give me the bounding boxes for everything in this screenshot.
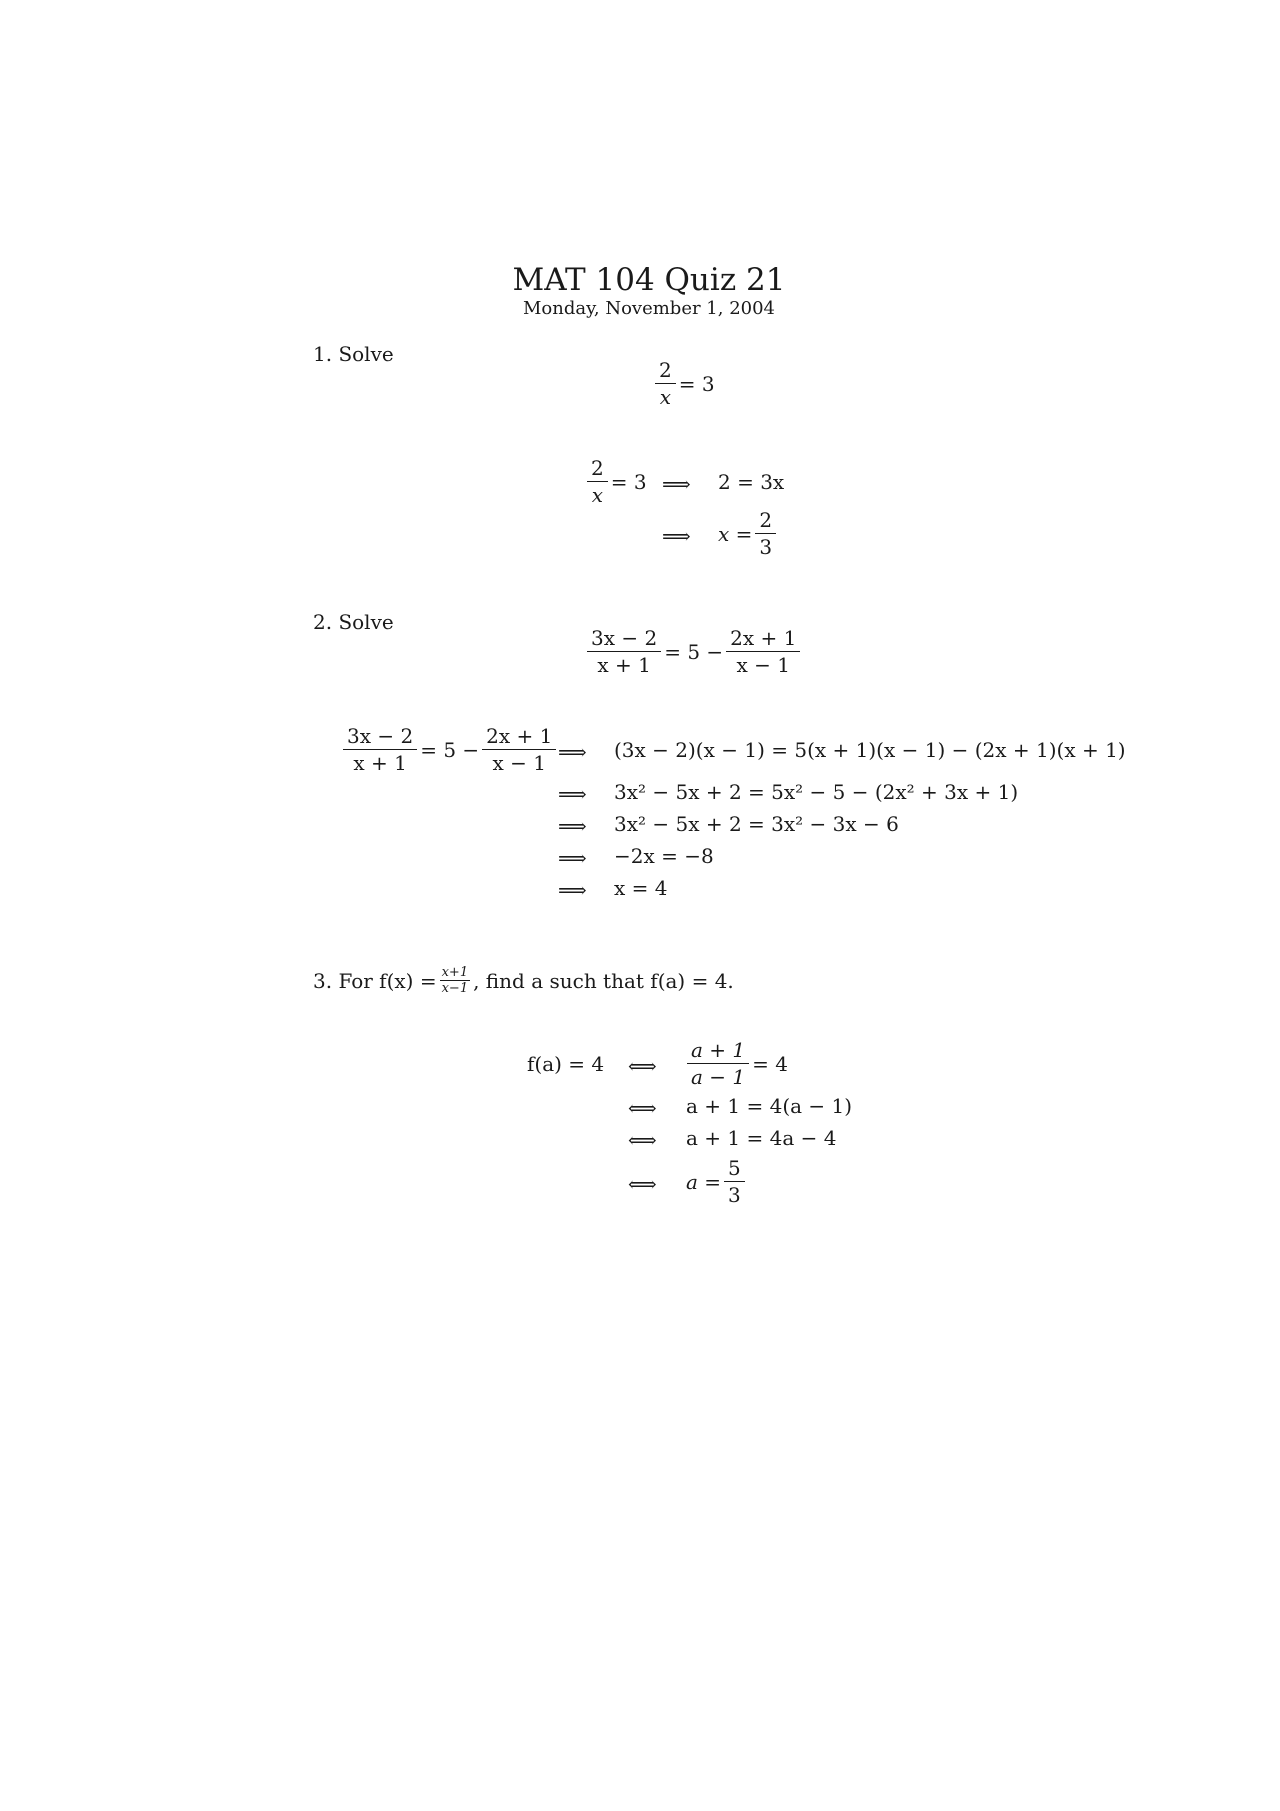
- page-title: MAT 104 Quiz 21: [512, 262, 786, 298]
- implies-arrow: ⟹: [558, 814, 587, 838]
- q2-line-3: 3x² − 5x + 2 = 3x² − 3x − 6: [614, 812, 899, 836]
- question-3-label: 3. For f(x) = $\frac{x+1}{x-1}$ , find a such that f(a) = 4.: [313, 965, 734, 996]
- implies-arrow: ⟹: [558, 846, 587, 870]
- q2-line-2: 3x² − 5x + 2 = 5x² − 5 − (2x² + 3x + 1): [614, 780, 1019, 804]
- implies-arrow: ⟹: [558, 782, 587, 806]
- iff-arrow: ⟺: [628, 1054, 657, 1078]
- q1-problem-equation: $\frac{2}{x}$ = 3: [652, 360, 715, 407]
- q3-line-4: a = $\frac{5}{3}$: [686, 1158, 748, 1205]
- quiz-date: Monday, November 1, 2004: [522, 298, 776, 319]
- q3-line-3: a + 1 = 4a − 4: [686, 1126, 837, 1150]
- implies-arrow: ⟹: [558, 740, 587, 764]
- question-1-label: 1. Solve: [313, 342, 394, 366]
- implies-arrow: ⟹: [662, 472, 691, 496]
- iff-arrow: ⟺: [628, 1096, 657, 1120]
- q1-step-1-rhs: 2 = 3x: [718, 470, 785, 494]
- q1-problem-fraction: $\frac{2}{x}$: [655, 360, 676, 407]
- q2-line-4: −2x = −8: [614, 844, 714, 868]
- q2-line-5: x = 4: [614, 876, 668, 900]
- q3-line-1: $\frac{a + 1}{a - 1}$ = 4: [684, 1040, 788, 1087]
- implies-arrow: ⟹: [558, 878, 587, 902]
- implies-arrow: ⟹: [662, 524, 691, 548]
- q2-solution-lhs: $\frac{3x - 2}{x + 1}$ = 5 − $\frac{2x + 1}{x - 1}$: [340, 726, 559, 773]
- q1-step-1: $\frac{2}{x}$ = 3: [584, 458, 647, 505]
- q1-step-2: x = $\frac{2}{3}$: [718, 510, 779, 557]
- q3-lhs: f(a) = 4: [527, 1052, 605, 1076]
- iff-arrow: ⟺: [628, 1128, 657, 1152]
- q3-line-2: a + 1 = 4(a − 1): [686, 1094, 853, 1118]
- q2-line-1: (3x − 2)(x − 1) = 5(x + 1)(x − 1) − (2x + 1)(x + 1): [614, 738, 1126, 762]
- iff-arrow: ⟺: [628, 1172, 657, 1196]
- q2-problem-equation: $\frac{3x - 2}{x + 1}$ = 5 − $\frac{2x + 1}{x - 1}$: [584, 628, 803, 675]
- question-2-label: 2. Solve: [313, 610, 394, 634]
